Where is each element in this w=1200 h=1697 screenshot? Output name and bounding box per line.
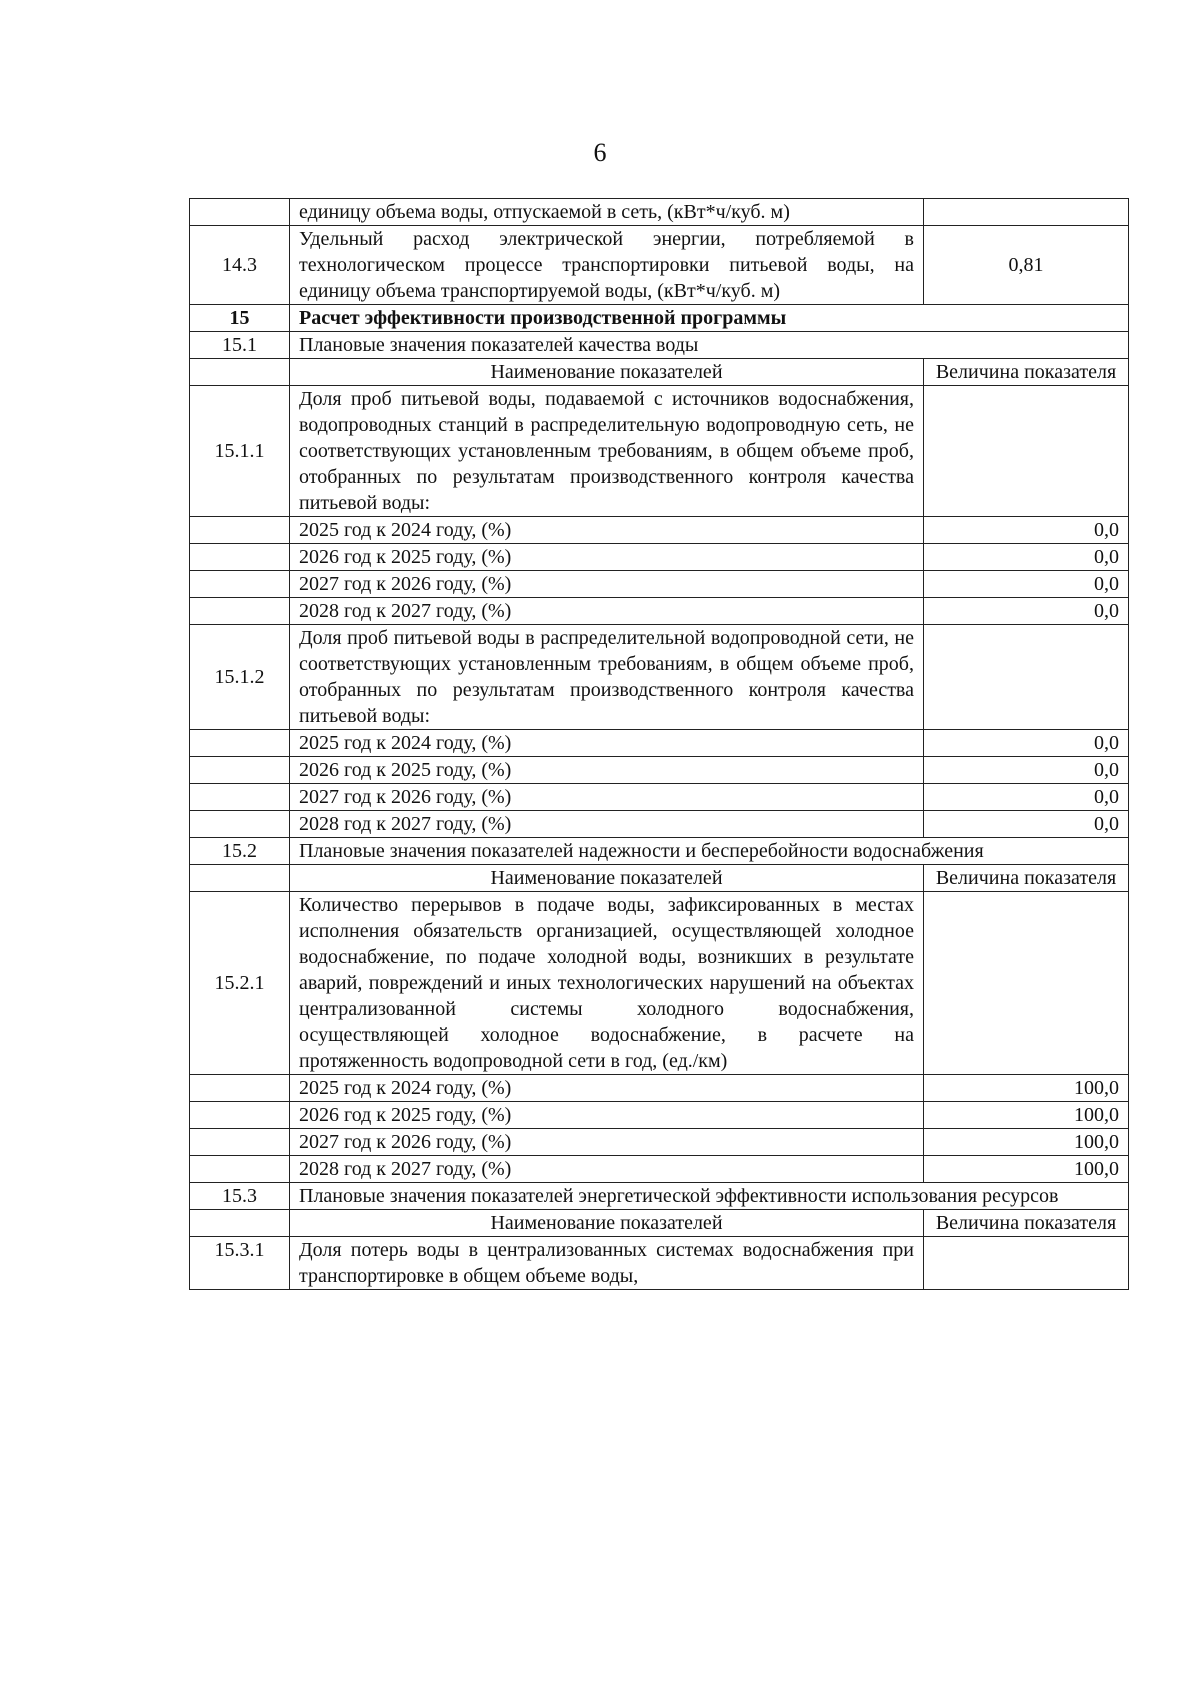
header-value: Величина показателя	[924, 1210, 1129, 1237]
indicator-row	[190, 625, 1129, 730]
subsection-number: 15.3	[190, 1183, 290, 1210]
year-label: 2025 год к 2024 году, (%)	[290, 1075, 924, 1102]
subsection-title: Плановые значения показателей качества воды	[290, 332, 1129, 359]
subsection-number: 15.1	[190, 332, 290, 359]
header-row	[190, 865, 1129, 892]
indicator-row	[190, 386, 1129, 517]
row-text: единицу объема воды, отпускаемой в сеть, (кВт*ч/куб. м)	[290, 199, 924, 226]
year-value: 0,0	[924, 598, 1129, 625]
year-row	[190, 598, 1129, 625]
year-empty	[190, 784, 290, 811]
year-label: 2028 год к 2027 году, (%)	[290, 598, 924, 625]
header-empty	[190, 865, 290, 892]
subsection-title: Плановые значения показателей энергетической эффективности использования ресурсов	[290, 1183, 1129, 1210]
indicators-table	[189, 198, 1129, 1290]
row-value: 0,81	[924, 226, 1129, 305]
section-row	[190, 305, 1129, 332]
year-label: 2027 год к 2026 году, (%)	[290, 571, 924, 598]
year-row	[190, 544, 1129, 571]
section-title: Расчет эффективности производственной программы	[290, 305, 1129, 332]
row-text: Удельный расход электрической энергии, потребляемой в технологическом процессе транспортировки питьевой воды, на единицу объема транспортируемой воды, (кВт*ч/куб. м)	[290, 226, 924, 305]
indicator-number: 15.3.1	[190, 1237, 290, 1290]
year-empty	[190, 730, 290, 757]
header-value: Величина показателя	[924, 359, 1129, 386]
year-label: 2026 год к 2025 году, (%)	[290, 1102, 924, 1129]
indicator-value	[924, 625, 1129, 730]
year-value: 0,0	[924, 811, 1129, 838]
year-empty	[190, 544, 290, 571]
indicator-text: Доля проб питьевой воды в распределительной водопроводной сети, не соответствующих установленным требованиям, в общем объеме проб, отобранных по результатам производственного контроля качества питьевой воды:	[290, 625, 924, 730]
row-value	[924, 199, 1129, 226]
header-value: Величина показателя	[924, 865, 1129, 892]
indicator-text: Количество перерывов в подаче воды, зафиксированных в местах исполнения обязательств организацией, осуществляющей холодное водоснабжение, по подаче холодной воды, возникших в результате аварий, повреждений и иных технологических нарушений на объектах централизованной системы холодного водоснабжения, осуществляющей холодное водоснабжение, в расчете на протяженность водопроводной сети в год, (ед./км)	[290, 892, 924, 1075]
year-value: 0,0	[924, 544, 1129, 571]
indicator-row	[190, 1237, 1129, 1290]
indicator-number: 15.2.1	[190, 892, 290, 1075]
subsection-number: 15.2	[190, 838, 290, 865]
header-name: Наименование показателей	[290, 359, 924, 386]
header-row	[190, 359, 1129, 386]
table-row	[190, 199, 1129, 226]
indicator-value	[924, 892, 1129, 1075]
header-name: Наименование показателей	[290, 865, 924, 892]
year-label: 2028 год к 2027 году, (%)	[290, 811, 924, 838]
year-label: 2027 год к 2026 году, (%)	[290, 784, 924, 811]
year-row	[190, 571, 1129, 598]
year-value: 100,0	[924, 1129, 1129, 1156]
year-row	[190, 784, 1129, 811]
header-row	[190, 1210, 1129, 1237]
year-value: 0,0	[924, 730, 1129, 757]
year-label: 2025 год к 2024 году, (%)	[290, 517, 924, 544]
indicator-number: 15.1.1	[190, 386, 290, 517]
year-empty	[190, 1129, 290, 1156]
indicator-value	[924, 386, 1129, 517]
year-row	[190, 730, 1129, 757]
year-row	[190, 811, 1129, 838]
year-value: 0,0	[924, 784, 1129, 811]
table-row	[190, 226, 1129, 305]
header-empty	[190, 1210, 290, 1237]
section-number: 15	[190, 305, 290, 332]
indicator-text: Доля проб питьевой воды, подаваемой с источников водоснабжения, водопроводных станций в распределительную водопроводную сеть, не соответствующих установленным требованиям, в общем объеме проб, отобранных по результатам производственного контроля качества питьевой воды:	[290, 386, 924, 517]
year-label: 2027 год к 2026 году, (%)	[290, 1129, 924, 1156]
page-number: 6	[593, 138, 607, 167]
year-empty	[190, 598, 290, 625]
year-empty	[190, 1156, 290, 1183]
row-number: 14.3	[190, 226, 290, 305]
year-empty	[190, 811, 290, 838]
year-value: 100,0	[924, 1075, 1129, 1102]
subsection-row	[190, 332, 1129, 359]
year-row	[190, 1156, 1129, 1183]
header-empty	[190, 359, 290, 386]
year-label: 2026 год к 2025 году, (%)	[290, 544, 924, 571]
year-row	[190, 1129, 1129, 1156]
year-empty	[190, 1102, 290, 1129]
year-value: 0,0	[924, 757, 1129, 784]
year-row	[190, 1075, 1129, 1102]
year-empty	[190, 517, 290, 544]
year-label: 2026 год к 2025 году, (%)	[290, 757, 924, 784]
subsection-row	[190, 838, 1129, 865]
year-value: 0,0	[924, 517, 1129, 544]
year-empty	[190, 571, 290, 598]
indicator-row	[190, 892, 1129, 1075]
year-row	[190, 517, 1129, 544]
year-empty	[190, 757, 290, 784]
year-value: 100,0	[924, 1102, 1129, 1129]
year-row	[190, 1102, 1129, 1129]
year-label: 2025 год к 2024 году, (%)	[290, 730, 924, 757]
year-empty	[190, 1075, 290, 1102]
indicator-text: Доля потерь воды в централизованных системах водоснабжения при транспортировке в общем объеме воды,	[290, 1237, 924, 1290]
indicator-value	[924, 1237, 1129, 1290]
subsection-title: Плановые значения показателей надежности и бесперебойности водоснабжения	[290, 838, 1129, 865]
indicator-number: 15.1.2	[190, 625, 290, 730]
row-number	[190, 199, 290, 226]
year-label: 2028 год к 2027 году, (%)	[290, 1156, 924, 1183]
header-name: Наименование показателей	[290, 1210, 924, 1237]
year-row	[190, 757, 1129, 784]
year-value: 0,0	[924, 571, 1129, 598]
subsection-row	[190, 1183, 1129, 1210]
year-value: 100,0	[924, 1156, 1129, 1183]
